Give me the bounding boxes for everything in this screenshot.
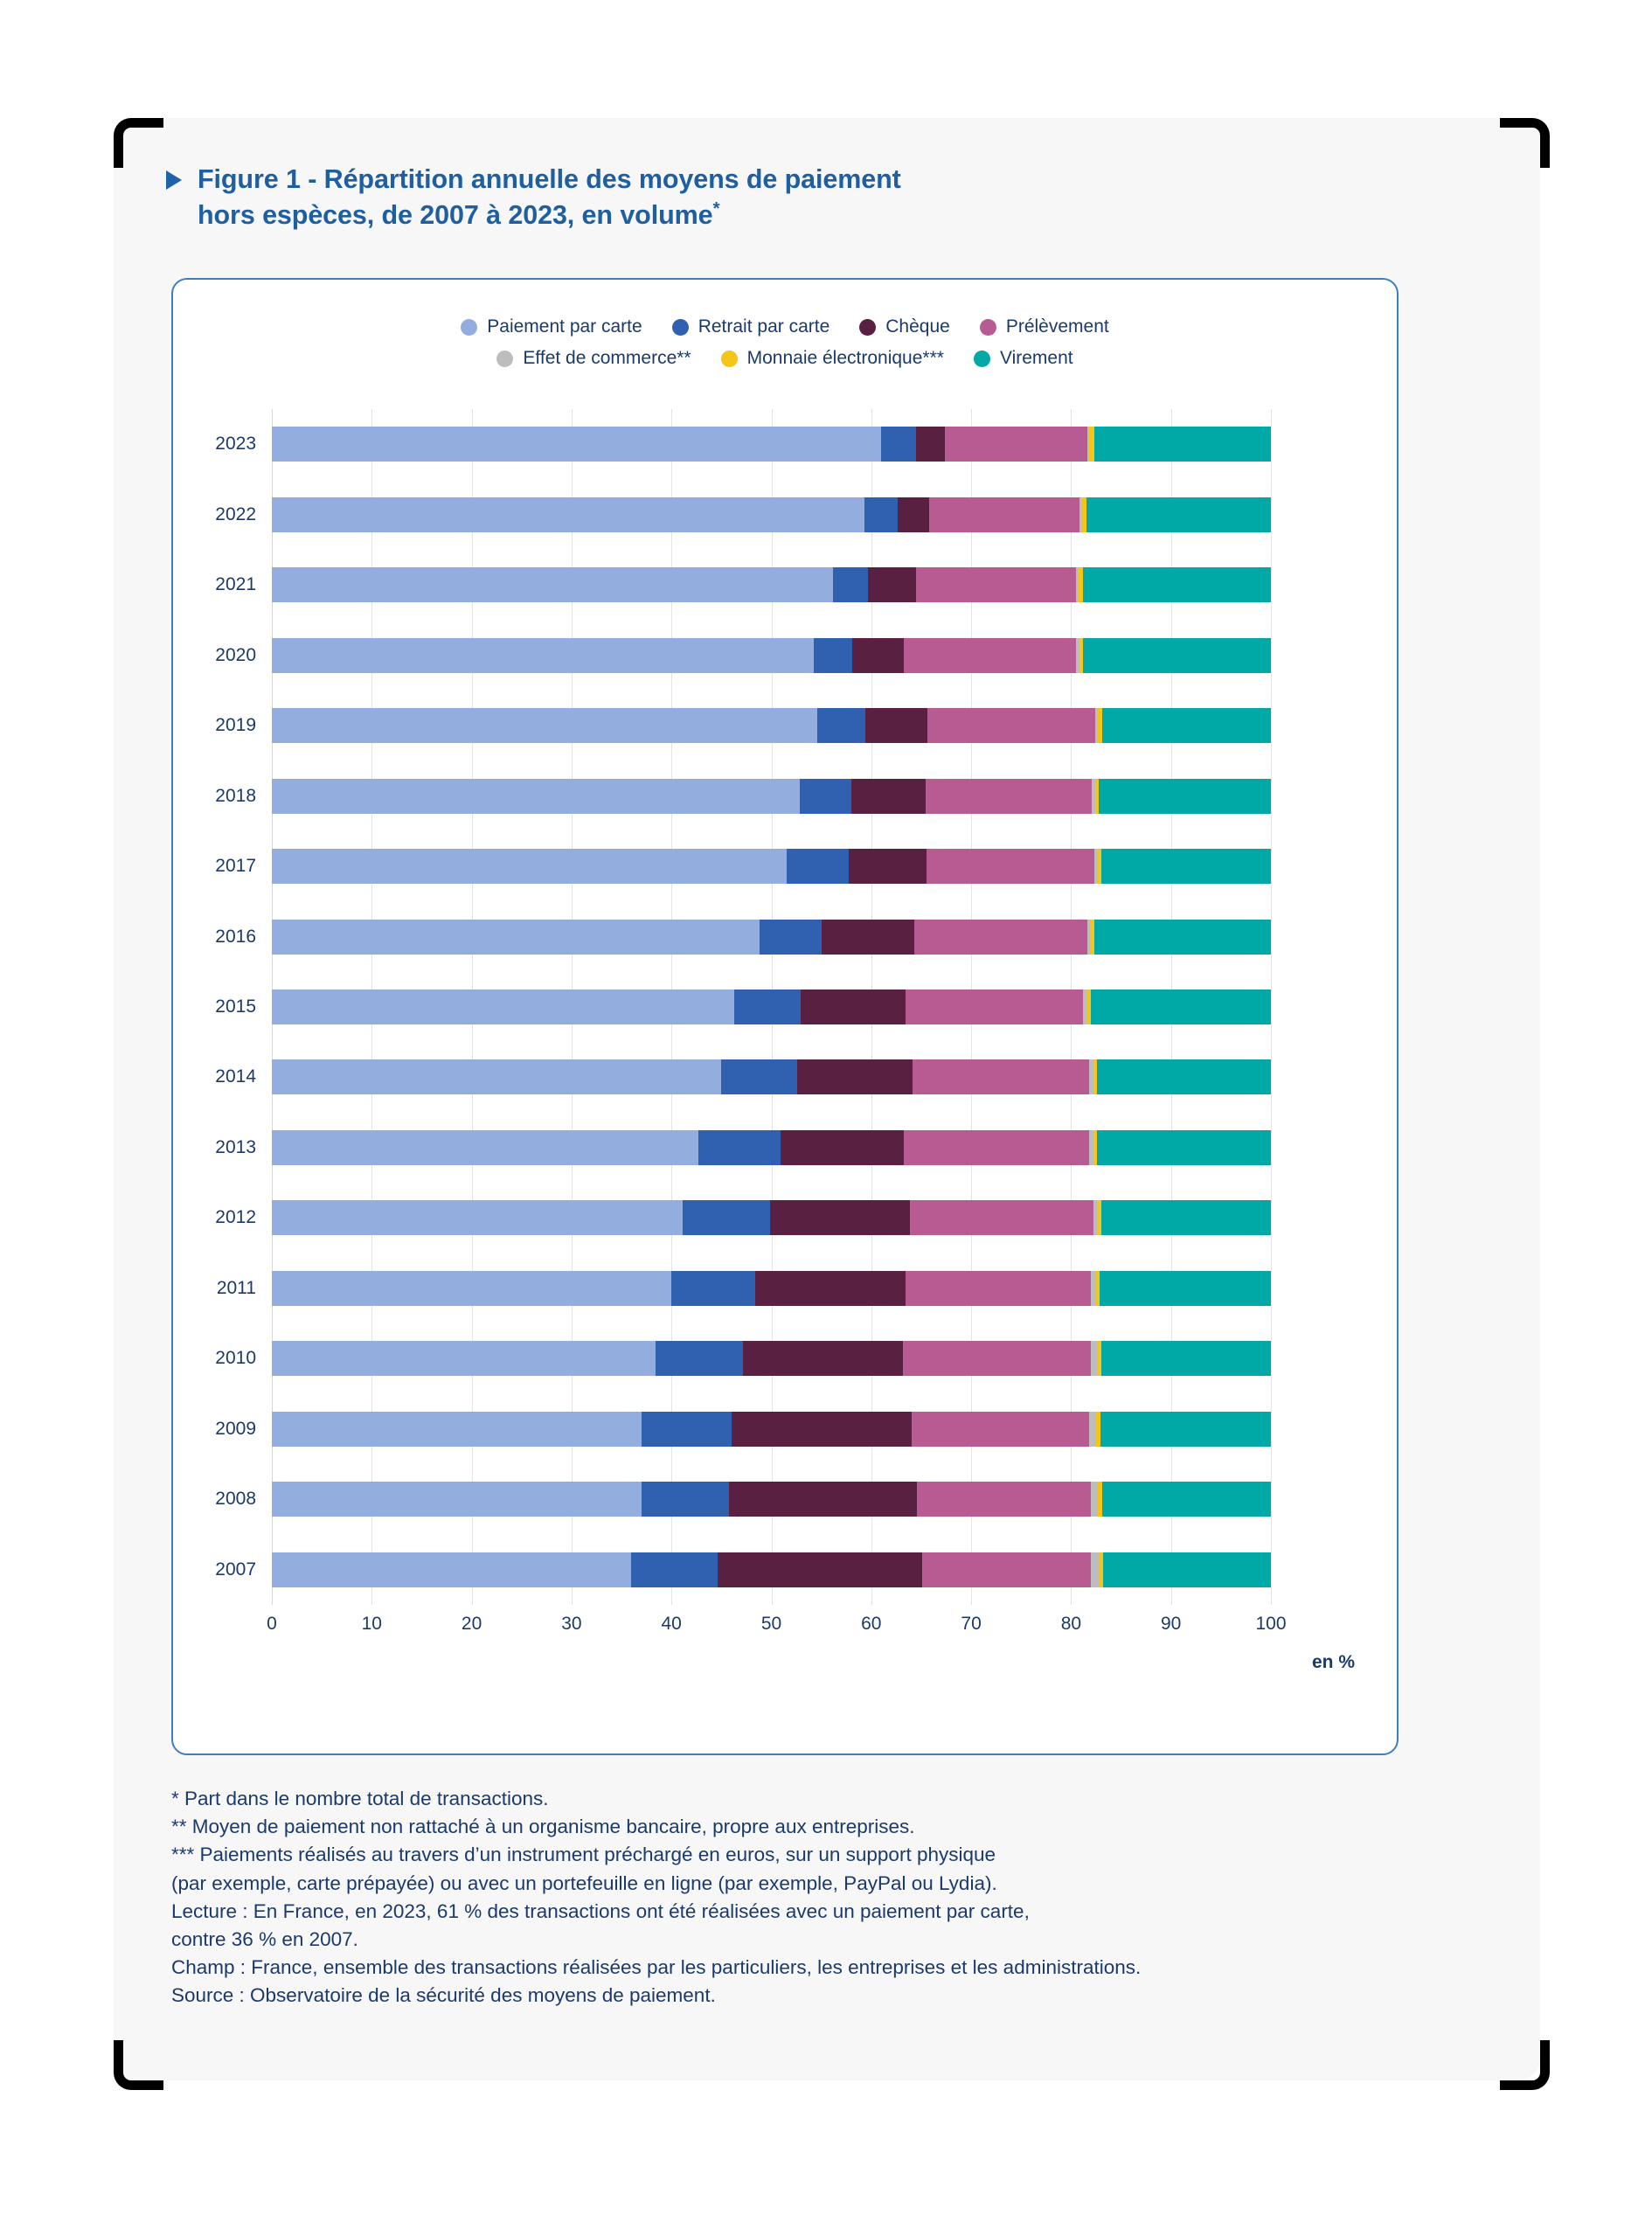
bar-row <box>215 990 1271 1024</box>
chart-legend <box>173 316 1397 369</box>
bar-segment <box>945 427 1086 462</box>
corner-bracket-bottom-left <box>114 2040 163 2090</box>
legend-label: Virement <box>999 348 1073 368</box>
y-axis-tick-label: 2017 <box>215 856 256 877</box>
note-line: (par exemple, carte prépayée) ou avec un portefeuille en ligne (par exemple, PayPal ou Lydia). <box>171 1871 997 1894</box>
legend-swatch-icon <box>974 351 990 367</box>
bar-segment <box>927 708 1095 743</box>
bar-segment <box>770 1200 910 1235</box>
bar-segment <box>683 1200 771 1235</box>
bar-segment <box>833 567 868 602</box>
bar-segment <box>906 990 1083 1024</box>
bar-segment <box>868 567 916 602</box>
bar-row <box>215 1200 1271 1235</box>
bar-segment <box>698 1130 781 1165</box>
legend-swatch-icon <box>980 319 996 336</box>
bar-segment <box>851 779 926 814</box>
bar-segment <box>1083 638 1271 673</box>
bar-segment <box>760 920 822 955</box>
legend-item-virement <box>974 348 1073 369</box>
note-line: Champ : France, ensemble des transactions réalisées par les particuliers, les entreprises et les administrations. <box>171 1956 1142 1979</box>
bar-row <box>215 1341 1271 1376</box>
note-line: Lecture : En France, en 2023, 61 % des transactions ont été réalisées avec un paiement par carte, <box>171 1899 1030 1922</box>
figure-notes <box>171 1785 1413 2010</box>
bar-segment <box>927 849 1094 884</box>
bar-segment <box>272 567 833 602</box>
bar-segment <box>734 990 800 1024</box>
bar-segment <box>917 1482 1091 1517</box>
bar-segment <box>929 497 1079 532</box>
legend-swatch-icon <box>721 351 738 367</box>
bar-segment <box>814 638 853 673</box>
bar-row <box>215 497 1271 532</box>
bar-segment <box>272 920 760 955</box>
bar-row <box>215 638 1271 673</box>
note-line: contre 36 % en 2007. <box>171 1927 358 1950</box>
bar-segment <box>642 1482 730 1517</box>
y-axis-tick-label: 2021 <box>215 574 256 595</box>
bar-segment <box>1101 849 1271 884</box>
bar-row <box>215 1130 1271 1165</box>
bar-row <box>215 849 1271 884</box>
bar-segment <box>272 1552 631 1587</box>
x-axis-tick-label: 90 <box>1161 1614 1182 1634</box>
bar-segment <box>1097 1130 1271 1165</box>
bar-segment <box>1094 920 1271 955</box>
bar-segment <box>817 708 865 743</box>
bar-segment <box>1102 1482 1271 1517</box>
bar-segment <box>865 708 927 743</box>
legend-swatch-icon <box>461 319 477 336</box>
bar-segment <box>718 1552 922 1587</box>
bar-segment <box>787 849 849 884</box>
y-axis-tick-label: 2011 <box>216 1277 256 1298</box>
bar-segment <box>910 1200 1093 1235</box>
y-axis-tick-label: 2019 <box>215 715 256 736</box>
bar-segment <box>272 1412 642 1447</box>
legend-item-cheque <box>859 316 950 337</box>
bar-segment <box>631 1552 717 1587</box>
bar-row <box>215 1552 1271 1587</box>
bar-segment <box>642 1412 732 1447</box>
bar-segment <box>898 497 930 532</box>
figure-title-line1: Figure 1 - Répartition annuelle des moyens de paiement <box>198 164 901 194</box>
bar-row <box>215 1059 1271 1094</box>
bar-segment <box>272 1271 671 1306</box>
bar-segment <box>849 849 927 884</box>
bar-segment <box>926 779 1093 814</box>
bar-segment <box>272 497 864 532</box>
bar-segment <box>272 779 800 814</box>
bar-segment <box>912 1412 1089 1447</box>
unit-label: en % <box>1311 1652 1355 1672</box>
y-axis-tick-label: 2022 <box>215 503 256 524</box>
bar-segment <box>1103 1552 1271 1587</box>
figure-title <box>166 162 1390 233</box>
bar-segment <box>1091 1482 1098 1517</box>
legend-label: Prélèvement <box>1005 316 1109 337</box>
note-line: Source : Observatoire de la sécurité des moyens de paiement. <box>171 1984 716 2007</box>
x-axis-tick-label: 10 <box>361 1614 382 1634</box>
legend-row-1 <box>461 316 1108 337</box>
bar-segment <box>272 1059 721 1094</box>
bar-segment <box>781 1130 905 1165</box>
bar-segment <box>1102 708 1271 743</box>
bar-segment <box>743 1341 903 1376</box>
y-axis-tick-label: 2018 <box>215 785 256 806</box>
bar-segment <box>916 427 945 462</box>
plot-area <box>215 409 1271 1605</box>
bar-row <box>216 1271 1271 1306</box>
bar-segment <box>1091 1552 1099 1587</box>
y-axis-tick-label: 2014 <box>215 1066 256 1087</box>
bar-segment <box>852 638 904 673</box>
gridline <box>1271 409 1272 1605</box>
y-axis-tick-label: 2015 <box>215 996 256 1017</box>
legend-label: Retrait par carte <box>698 316 830 337</box>
bar-segment <box>1094 427 1271 462</box>
bar-segment <box>272 1482 642 1517</box>
bar-segment <box>800 779 851 814</box>
bar-segment <box>755 1271 905 1306</box>
legend-item-paiement-par-carte <box>461 316 642 337</box>
y-axis-tick-label: 2010 <box>215 1348 256 1369</box>
bar-segment <box>272 708 817 743</box>
y-axis-tick-label: 2012 <box>215 1207 256 1228</box>
y-axis-tick-label: 2023 <box>215 434 256 455</box>
legend-swatch-icon <box>496 351 513 367</box>
x-axis-tick-label: 60 <box>861 1614 882 1634</box>
bar-segment <box>1099 779 1271 814</box>
bar-segment <box>822 920 914 955</box>
y-axis-tick-label: 2013 <box>215 1136 256 1157</box>
bar-segment <box>671 1271 755 1306</box>
bar-row <box>215 567 1271 602</box>
bar-segment <box>906 1271 1092 1306</box>
bar-segment <box>1100 1412 1271 1447</box>
corner-bracket-top-right <box>1500 118 1550 168</box>
y-axis-tick-label: 2020 <box>215 644 256 665</box>
bar-segment <box>913 1059 1089 1094</box>
bar-segment <box>721 1059 797 1094</box>
bar-segment <box>1086 497 1271 532</box>
bar-segment <box>729 1482 917 1517</box>
x-axis-tick-label: 20 <box>461 1614 482 1634</box>
legend-label: Effet de commerce** <box>523 348 691 368</box>
bar-segment <box>797 1059 912 1094</box>
legend-label: Paiement par carte <box>487 316 642 337</box>
y-axis-tick-label: 2008 <box>215 1489 256 1510</box>
corner-bracket-top-left <box>114 118 163 168</box>
bar-segment <box>881 427 916 462</box>
chart-panel <box>171 278 1399 1755</box>
legend-item-retrait-par-carte <box>672 316 830 337</box>
bar-segment <box>864 497 898 532</box>
y-axis-tick-label: 2007 <box>215 1559 256 1580</box>
bar-row <box>215 779 1271 814</box>
bar-row <box>215 708 1271 743</box>
note-line: * Part dans le nombre total de transactions. <box>171 1788 549 1809</box>
legend-item-prelevement <box>980 316 1109 337</box>
bar-segment <box>1091 1341 1097 1376</box>
bar-segment <box>1083 567 1271 602</box>
y-axis-tick-label: 2016 <box>215 926 256 947</box>
x-axis <box>267 1605 1287 1640</box>
bar-segment <box>1089 1412 1096 1447</box>
bar-segment <box>272 427 881 462</box>
bar-rows <box>215 409 1271 1605</box>
x-axis-tick-label: 30 <box>561 1614 582 1634</box>
legend-label: Chèque <box>885 316 950 337</box>
x-axis-tick-label: 100 <box>1255 1614 1287 1634</box>
bar-segment <box>914 920 1087 955</box>
bar-row <box>215 920 1271 955</box>
legend-swatch-icon <box>672 319 689 336</box>
legend-row-2 <box>496 348 1072 369</box>
bar-segment <box>801 990 906 1024</box>
y-axis-tick-label: 2009 <box>215 1418 256 1439</box>
bar-row <box>215 1482 1271 1517</box>
bar-row <box>215 1412 1271 1447</box>
bar-segment <box>656 1341 744 1376</box>
bar-segment <box>272 1341 656 1376</box>
bar-segment <box>272 849 787 884</box>
x-axis-tick-label: 0 <box>267 1614 277 1634</box>
bar-segment <box>916 567 1076 602</box>
bar-segment <box>272 638 814 673</box>
figure-title-footnote-marker: * <box>712 198 720 219</box>
note-line: ** Moyen de paiement non rattaché à un organisme bancaire, propre aux entreprises. <box>171 1816 915 1838</box>
corner-bracket-bottom-right <box>1500 2040 1550 2090</box>
bar-segment <box>1091 990 1271 1024</box>
bar-segment <box>272 1130 698 1165</box>
x-axis-tick-label: 40 <box>661 1614 682 1634</box>
bar-segment <box>732 1412 912 1447</box>
x-axis-tick-label: 50 <box>760 1614 782 1634</box>
triangle-right-icon <box>166 170 182 190</box>
legend-swatch-icon <box>859 319 876 336</box>
x-axis-tick-label: 80 <box>1060 1614 1082 1634</box>
bar-segment <box>1101 1341 1271 1376</box>
bar-segment <box>1100 1271 1270 1306</box>
note-line: *** Paiements réalisés au travers d’un instrument préchargé en euros, sur un support physique <box>171 1844 996 1866</box>
bar-row <box>215 427 1271 462</box>
bar-segment <box>903 1341 1091 1376</box>
bar-segment <box>904 1130 1088 1165</box>
legend-item-effet-de-commerce <box>496 348 691 369</box>
x-axis-tick-label: 70 <box>961 1614 982 1634</box>
bar-segment <box>272 1200 683 1235</box>
bar-segment <box>904 638 1076 673</box>
legend-item-monnaie-electronique <box>721 348 944 369</box>
figure-title-line2: hors espèces, de 2007 à 2023, en volume <box>198 200 713 231</box>
legend-label: Monnaie électronique*** <box>746 348 944 368</box>
bar-segment <box>1097 1059 1271 1094</box>
bar-segment <box>272 990 734 1024</box>
bar-segment <box>922 1552 1091 1587</box>
bar-segment <box>1101 1200 1271 1235</box>
